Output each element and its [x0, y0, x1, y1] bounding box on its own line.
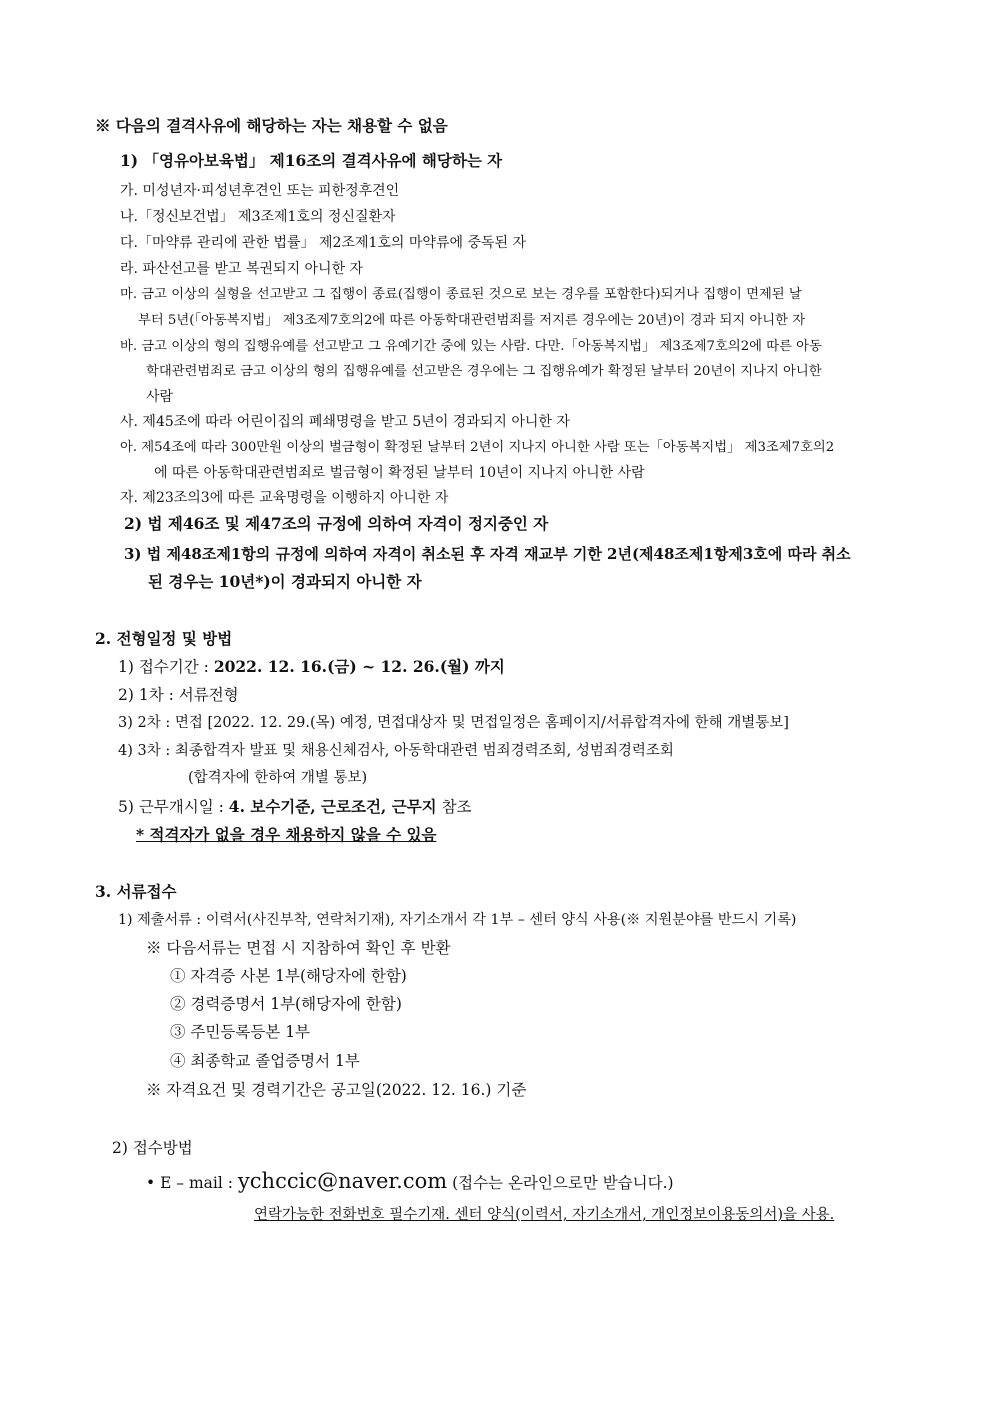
email-label: • E – mail :: [146, 1174, 238, 1192]
disqualification-sub-item-cont: 사람: [146, 389, 174, 405]
disqualification-sub-item: 다.「마약류 관리에 관한 법률」 제2조제1호의 마약류에 중독된 자: [120, 235, 526, 251]
section-schedule-heading: 2. 전형일정 및 방법: [95, 629, 233, 648]
schedule-step-1: 2) 1차 : 서류전형: [118, 686, 239, 704]
schedule-start-date: [118, 797, 472, 817]
disqualification-item-3: 3) 법 제48조제1항의 규정에 의하여 자격이 취소된 후 자격 재교부 기한 2년(제48조제1항제3호에 따라 취소: [124, 545, 851, 563]
documents-list-item: ① 자격증 사본 1부(해당자에 한함): [170, 967, 407, 985]
schedule-application-dates: 2022. 12. 16.(금) ~ 12. 26.(월) 까지: [213, 657, 505, 676]
documents-list-item: ④ 최종학교 졸업증명서 1부: [170, 1052, 360, 1070]
schedule-step-3: 4) 3차 : 최종합격자 발표 및 채용신체검사, 아동학대관련 범죄경력조회, 성범죄경력조회: [118, 743, 674, 759]
disqualification-sub-item: 나.「정신보건법」 제3조제1호의 정신질환자: [120, 209, 396, 225]
disqualification-sub-item-cont: 부터 5년(「아동복지법」 제3조제7호의2에 따른 아동학대관련범죄를 저지른 경우에는 20년)이 경과 되지 아니한 자: [138, 313, 806, 328]
schedule-application-period: [118, 657, 505, 677]
disqualification-sub-item: 가. 미성년자·피성년후견인 또는 피한정후견인: [120, 183, 400, 199]
email-address[interactable]: ychccic@naver.com: [237, 1169, 448, 1193]
documents-list-item: ② 경력증명서 1부(해당자에 한함): [170, 995, 402, 1013]
email-note: (접수는 온라인으로만 받습니다.): [447, 1174, 674, 1192]
schedule-label: 1) 접수기간 :: [118, 658, 214, 676]
disqualification-sub-item: 바. 금고 이상의 형의 집행유예를 선고받고 그 유예기간 중에 있는 사람. 다만.「아동복지법」 제3조제7호의2에 따른 아동: [120, 339, 822, 354]
disqualification-sub-item: 라. 파산선고를 받고 복권되지 아니한 자: [120, 261, 364, 277]
disqualification-item-3-cont: 된 경우는 10년*)이 경과되지 아니한 자: [148, 572, 422, 591]
section-documents-heading: 3. 서류접수: [95, 882, 177, 901]
schedule-step-3-note: (합격자에 한하여 개별 통보): [188, 770, 368, 786]
documents-required: 1) 제출서류 : 이력서(사진부착, 연락처기재), 자기소개서 각 1부 – 센터 양식 사용(※ 지원분야를 반드시 기록): [118, 912, 797, 928]
disqualification-sub-item-cont: 학대관련범죄로 금고 이상의 형의 집행유예를 선고받은 경우에는 그 집행유예가 확정된 날부터 20년이 지나지 아니한: [146, 364, 822, 379]
disqualification-sub-item: 아. 제54조에 따라 300만원 이상의 벌금형이 확정된 날부터 2년이 지나지 아니한 사람 또는「아동복지법」 제3조제7호의2: [120, 440, 835, 455]
submission-footer-note: 연락가능한 전화번호 필수기재. 센터 양식(이력서, 자기소개서, 개인정보이용동의서)을 사용.: [254, 1207, 835, 1223]
schedule-label: 5) 근무개시일 :: [118, 798, 229, 816]
documents-note: ※ 다음서류는 면접 시 지참하여 확인 후 반환: [146, 939, 451, 957]
schedule-reference: 4. 보수기준, 근로조건, 근무지: [228, 797, 437, 816]
submission-method-heading: 2) 접수방법: [112, 1139, 193, 1157]
disqualification-sub-item-cont: 에 따른 아동학대관련범죄로 벌금형이 확정된 날부터 10년이 지나지 아니한 사람: [154, 465, 645, 481]
schedule-note: * 적격자가 없을 경우 채용하지 않을 수 있음: [136, 825, 437, 844]
disqualification-sub-item: 자. 제23조의3에 따른 교육명령을 이행하지 아니한 자: [120, 490, 449, 506]
disqualification-sub-item: 마. 금고 이상의 실형을 선고받고 그 집행이 종료(집행이 종료된 것으로 보는 경우를 포함한다)되거나 집행이 면제된 날: [120, 287, 802, 302]
submission-email-line: [146, 1168, 674, 1196]
disqualification-item-2: 2) 법 제46조 및 제47조의 규정에 의하여 자격이 정지중인 자: [124, 514, 549, 533]
documents-list-item: ③ 주민등록등본 1부: [170, 1023, 311, 1041]
disqualification-item-1: 1) 「영유아보육법」 제16조의 결격사유에 해당하는 자: [120, 151, 503, 170]
documents-basis: ※ 자격요건 및 경력기간은 공고일(2022. 12. 16.) 기준: [146, 1081, 527, 1099]
schedule-reference-suffix: 참조: [436, 798, 472, 816]
disqualification-sub-item: 사. 제45조에 따라 어린이집의 폐쇄명령을 받고 5년이 경과되지 아니한 자: [120, 414, 570, 430]
schedule-step-2: 3) 2차 : 면접 [2022. 12. 29.(목) 예정, 면접대상자 및 면접일정은 홈페이지/서류합격자에 한해 개별통보]: [118, 715, 789, 731]
disqualification-heading: ※ 다음의 결격사유에 해당하는 자는 채용할 수 없음: [95, 116, 448, 135]
